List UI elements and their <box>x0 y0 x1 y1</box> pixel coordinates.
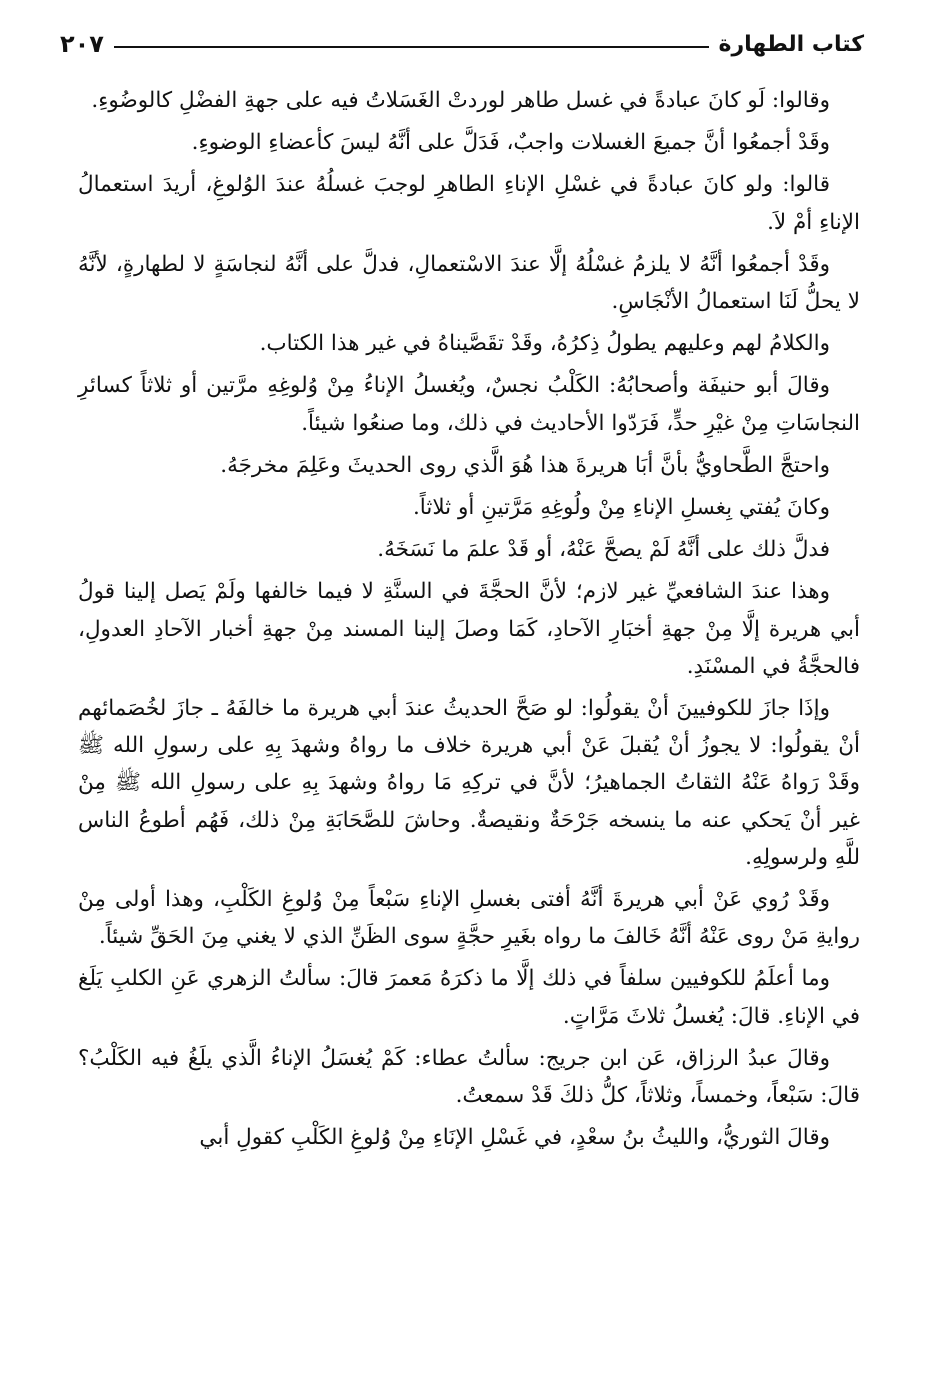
paragraph: وهذا عندَ الشافعيِّ غير لازم؛ لأنَّ الحجَّةَ في السنَّةِ لا فيما خالفها ولَمْ يَصل إلينا قولُ أبي هريرة إلَّا مِنْ جهةِ أخبَارِ الآحادِ، كَمَا وصلَ إلينا المسند مِنْ جهةِ أخبار الآحادِ العدولِ، فالحجَّةُ في المسْنَدِ. <box>78 579 860 679</box>
paragraph: وقالَ الثوريُّ، والليثُ بنُ سعْدٍ، في غَسْلِ الإنَاءِ مِنْ وُلوغِ الكَلْبِ كقولِ أبي <box>199 1125 830 1151</box>
paragraph: قالوا: ولو كانَ عبادةً في غسْلِ الإناءِ الطاهرِ لوجبَ غسلُهُ عندَ الوُلوغِ، أريدَ استعمالُ الإناءِ أمْ لاَ. <box>78 172 860 235</box>
paragraph: والكلامُ لهم وعليهم يطولُ ذِكرُهُ، وقَدْ تقَصَّيناهُ في غير هذا الكتاب. <box>259 331 830 357</box>
paragraph: وما أعلَمُ للكوفيين سلفاً في ذلك إلَّا ما ذكرَهُ مَعمرَ قالَ: سألتُ الزهري عَنِ الكلبِ يَلَغ في الإناءِ. قالَ: يُغسلُ ثلاثَ مَرَّاتٍ. <box>78 966 860 1029</box>
paragraph: وقالَ أبو حنيفَة وأصحابُهُ: الكَلْبُ نجسٌ، ويُغسلُ الإناءُ مِنْ وُلوغِهِ مرَّتين أو ثلاثاً كسائرِ النجاسَاتِ مِنْ غيْرِ حدٍّ، فَرَدّوا الأحاديث في ذلك، وما صنعُوا شيئاً. <box>78 373 860 436</box>
main-text <box>78 82 860 1161</box>
paragraph: واحتجَّ الطَّحاويُّ بأنَّ أبَا هريرةَ هذا هُوَ الَّذي روى الحديثَ وعَلِمَ مخرجَهُ. <box>220 452 830 478</box>
paragraph: وقَدْ أجمعُوا أنَّ جميعَ الغسلات واجبٌ، فَدَلَّ على أنَّهُ ليسَ كأعضاءِ الوضوءِ. <box>191 130 830 156</box>
paragraph: وكانَ يُفتي بِغسلِ الإناءِ مِنْ ولُوغِهِ مَرَّتينِ أو ثلاثاً. <box>412 495 830 521</box>
paragraph: وقَدْ رُوي عَنْ أبي هريرةَ أنَّهُ أفتى بغسلِ الإناءِ سَبْعاً مِنْ وُلوغِ الكَلْبِ، وهذا أولى مِنْ روايةِ مَنْ روى عَنْهُ أنَّهُ خَالفَ ما رواه بغَيرِ حجَّةٍ سوى الظَنِّ الذي لا يغني مِنَ الحَقِّ شيئاً. <box>78 887 860 950</box>
paragraph: فدلَّ ذلك على أنَّهُ لَمْ يصحَّ عَنْهُ، أو قَدْ علمَ ما نَسَخَهُ. <box>377 537 830 563</box>
page-number: ٢٠٧ <box>60 30 104 58</box>
paragraph: وقالَ عبدُ الرزاق، عَن ابن جريج: سألتُ عطاء: كَمْ يُغسَلُ الإناءُ الَّذي يلَغُ فيه الكَلْبُ؟ قالَ: سَبْعاً، وخمساً، وثلاثاً، كلُّ ذلكَ قَدْ سمعتُ. <box>78 1045 860 1109</box>
paragraph: وقَدْ أجمعُوا أنَّهُ لا يلزمُ غسْلُهُ إلَّا عندَ الاسْتعمالِ، فدلَّ على أنَّهُ لنجاسَةٍ لا لطهارةٍ، لأنَّهُ لا يحلُّ لَنَا استعمالُ الأنْجَاسِ. <box>78 251 860 315</box>
page-header <box>60 18 864 58</box>
header-rule <box>114 46 709 48</box>
running-title: كتاب الطهارة <box>718 32 864 57</box>
paragraph: وقالوا: لَو كانَ عبادةً في غسل طاهر لوردتْ الغَسَلاتُ فيه على جهةِ الفضْلِ كالوضُوءِ. <box>91 88 830 113</box>
paragraph: وإذَا جازَ للكوفيينَ أنْ يقولُوا: لو صَحَّ الحديثُ عندَ أبي هريرة ما خالفَهُ ـ جازَ لخُصَمائهم أنْ يقولُوا: لا يجوزُ أنْ يُقبلَ عَنْ أبي هريرة خلاف ما رواهُ وشهدَ بِهِ على رسولِ الله ﷺ وقَدْ رَواهُ عَنْهُ الثقاتُ الجماهيرُ؛ لأنَّ في تركِهِ مَا رواهُ وشهدَ بِهِ على رسولِ الله ﷺ مِنْ غير أنْ يَحكي عنه ما ينسخه جَرْحَةٌ ونقيصةٌ. وحاشَ للصَّحَابَةِ مِنْ ذلك، فَهُم أطوعُ الناس للَّهِ ولرسولِهِ. <box>78 696 860 870</box>
